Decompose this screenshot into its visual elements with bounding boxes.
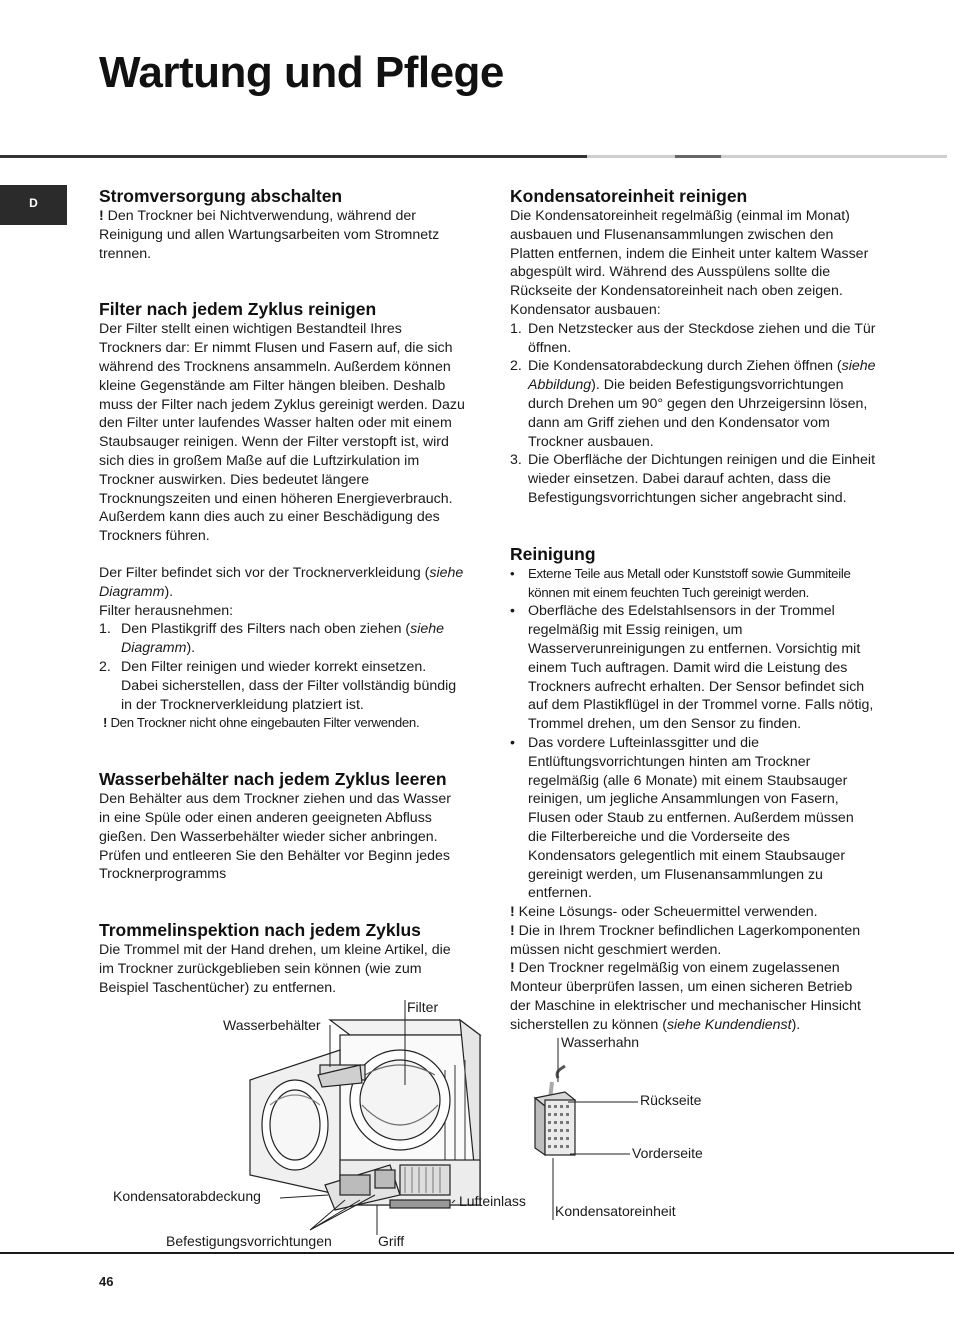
header-rule-light-end — [721, 155, 947, 158]
list-number: 1. — [99, 621, 111, 638]
text-run-italic: siehe Diagramm — [99, 564, 464, 600]
text-run-italic: siehe Diagramm — [121, 621, 445, 657]
section-heading: Trommelinspektion nach jedem Zyklus — [99, 920, 421, 941]
warning-line — [510, 903, 876, 922]
condenser-diagram — [520, 1030, 720, 1225]
list-number: 1. — [510, 320, 522, 337]
section-power-off — [99, 186, 465, 263]
warning-mark: ! — [103, 715, 108, 731]
text-run: Externe Teile aus Metall oder Kunststoff sowie Gummiteile können mit einem feuchten Tuch gereinigt werden. — [528, 565, 851, 600]
cleaning-list — [510, 565, 876, 903]
bullet: • — [510, 565, 515, 581]
label-water-container: Wasserbehälter — [223, 1017, 321, 1033]
list-item — [99, 658, 465, 714]
list-number: 3. — [510, 452, 522, 469]
language-tab[interactable]: D — [0, 185, 67, 225]
warning-mark: ! — [510, 904, 515, 921]
label-handle: Griff — [378, 1233, 405, 1249]
text-run: ). — [186, 640, 196, 657]
text-run: Der Filter befindet sich vor der Trocknerverkleidung ( — [99, 564, 430, 581]
text-run: Das vordere Lufteinlassgitter und die Entlüftungsvorrichtungen hinten am Trockner regelmäßig (alle 6 Monate) mit einem Staubsauger reinigen, um jegliche Ansammlungen von Fasern, Flusen oder Staub zu entfernen. Außerdem müssen die Filterbereiche und die Vorderseite des Kondensators gelegentlich mit einem Staubsauger gereinigt werden, um Flusenansammlungen zu entfernen. — [528, 734, 854, 902]
section-text: Den Behälter aus dem Trockner ziehen und das Wasser in eine Spüle oder einen anderen geeigneten Abfluss gießen. Den Wasserbehälter wieder sicher anbringen. Prüfen und entleeren Sie den Behälter vor Beginn jedes Trocknerprogramms — [99, 791, 451, 883]
section-heading: Kondensatoreinheit reinigen — [510, 186, 748, 206]
left-column — [99, 186, 465, 1016]
text-run: Den Filter reinigen und wieder korrekt einsetzen. Dabei sicherstellen, dass der Filter vollständig bündig in der Trocknerverkleidung platziert ist. — [121, 658, 457, 713]
warning-text: Die in Ihrem Trockner befindlichen Lagerkomponenten müssen nicht geschmiert werden. — [510, 922, 861, 958]
section-text: Filter herausnehmen: — [99, 602, 234, 619]
section-water-container — [99, 769, 465, 884]
page-number: 46 — [99, 1274, 114, 1289]
list-item — [99, 620, 465, 658]
list-item — [510, 357, 876, 451]
footer-rule — [0, 1252, 954, 1254]
label-back-side: Rückseite — [640, 1092, 702, 1108]
text-run: ). Die beiden Befestigungsvorrichtungen durch Drehen um 90° gegen den Uhrzeigersinn lösen, dann am Griff ziehen und den Kondensator vom Trockner ausbauen. — [528, 377, 868, 450]
label-condenser-unit: Kondensatoreinheit — [555, 1203, 676, 1219]
section-text: Die Trommel mit der Hand drehen, um kleine Artikel, die im Trockner zurückgeblieben sein können (wie zum Beispiel Taschentücher) zu entfernen. — [99, 942, 451, 996]
header-rule-mid — [675, 155, 721, 158]
label-faucet: Wasserhahn — [561, 1034, 640, 1050]
section-filter — [99, 299, 465, 733]
filter-steps — [99, 620, 465, 714]
warning-mark: ! — [510, 922, 515, 939]
page-title: Wartung und Pflege — [99, 48, 504, 97]
list-item — [510, 320, 876, 358]
section-heading: Filter nach jedem Zyklus reinigen — [99, 299, 377, 320]
condenser-illustration — [520, 1030, 720, 1225]
label-front-side: Vorderseite — [632, 1145, 703, 1161]
warning-text: Den Trockner regelmäßig von einem zugelassenen Monteur überprüfen lassen, um einen sicheren Betrieb der Maschine in elektrischer und mechanischer Hinsicht sicherstellen zu können ( — [510, 960, 861, 1033]
label-filter: Filter — [407, 999, 439, 1015]
text-run: ). — [791, 1016, 801, 1033]
section-text: Der Filter stellt einen wichtigen Bestandteil Ihres Trockners dar: Er nimmt Flusen und Fasern auf, die sich während des Trocknens ansammeln. Außerdem können kleine Gegenstände am Filter hängen bleiben. Deshalb muss der Filter nach jedem Zyklus gereinigt werden. Dazu den Filter unter laufendes Wasser halten oder mit einem Staubsauger reinigen. Wenn der Filter verstopft ist, wird sich dies in großem Maße auf die Luftzirkulation im Trockner auswirken. Dies bedeutet längere Trocknungszeiten und einen höheren Energieverbrauch. Außerdem kann dies auch zu einer Beschädigung des Trockners führen. — [99, 321, 465, 545]
header-rule-light — [587, 155, 675, 158]
section-text: Die Kondensatoreinheit regelmäßig (einmal im Monat) ausbauen und Flusenansammlungen zwischen den Platten entfernen, indem die Einheit unter kaltem Wasser abgespült wird. Während des Ausspülens sollte die Rückseite der Kondensatoreinheit nach oben zeigen. — [510, 208, 869, 300]
section-text: Kondensator ausbauen: — [510, 301, 661, 318]
label-fasteners: Befestigungsvorrichtungen — [166, 1233, 332, 1249]
text-run: Die Oberfläche der Dichtungen reinigen und die Einheit wieder einsetzen. Dabei darauf achten, dass die Befestigungsvorrichtungen sicher angebracht sind. — [528, 452, 876, 506]
section-heading: Wasserbehälter nach jedem Zyklus leeren — [99, 769, 447, 790]
right-column — [510, 186, 876, 1053]
section-heading: Stromversorgung abschalten — [99, 186, 343, 206]
section-cleaning — [510, 544, 876, 1035]
warning-mark: ! — [99, 208, 104, 224]
list-item — [510, 602, 876, 734]
dryer-illustration — [100, 995, 500, 1255]
bullet: • — [510, 734, 515, 751]
text-run: Den Plastikgriff des Filters nach oben ziehen ( — [121, 621, 411, 638]
warning-text: Keine Lösungs- oder Scheuermittel verwenden. — [514, 904, 818, 921]
section-text — [99, 207, 465, 263]
section-condenser — [510, 186, 876, 508]
section-heading: Reinigung — [510, 543, 596, 564]
list-item — [510, 734, 876, 903]
condenser-steps — [510, 320, 876, 508]
header-rule-dark — [0, 155, 587, 158]
text-run: ). — [164, 583, 174, 600]
warning-line — [510, 959, 876, 1034]
list-item — [510, 451, 876, 507]
text-run-italic: siehe Kundendienst — [666, 1016, 792, 1033]
section-text — [99, 564, 465, 602]
warning-text: Den Trockner bei Nichtverwendung, während der Reinigung und allen Wartungsarbeiten vom Stromnetz trennen. — [99, 208, 440, 262]
label-air-inlet: Lufteinlass — [459, 1193, 526, 1209]
section-drum-inspection — [99, 920, 465, 997]
bullet: • — [510, 603, 515, 620]
warning-mark: ! — [510, 960, 515, 977]
dryer-diagram — [100, 995, 526, 1255]
warning-line — [99, 714, 465, 733]
list-number: 2. — [510, 358, 522, 375]
list-item — [510, 565, 876, 603]
label-condenser-cover: Kondensatorabdeckung — [113, 1188, 261, 1204]
list-number: 2. — [99, 658, 111, 675]
text-run: Oberfläche des Edelstahlsensors in der Trommel regelmäßig mit Essig reinigen, um Wasserverunreinigungen zu entfernen. Vorsichtig mit einem Tuch auftragen. Damit wird die Leistung des Trockners aufrecht erhalten. Der Sensor befindet sich auf dem Plastikflügel in der Trommel vorne. Falls nötig, Trommel drehen, um den Sensor zu finden. — [528, 603, 874, 733]
text-run: Den Netzstecker aus der Steckdose ziehen und die Tür öffnen. — [528, 320, 876, 356]
text-run: Die Kondensatorabdeckung durch Ziehen öffnen ( — [528, 358, 842, 375]
text-run-italic: siehe Abbildung — [528, 358, 876, 394]
warning-line — [510, 922, 876, 960]
warning-text: Den Trockner nicht ohne eingebauten Filter verwenden. — [107, 715, 420, 731]
